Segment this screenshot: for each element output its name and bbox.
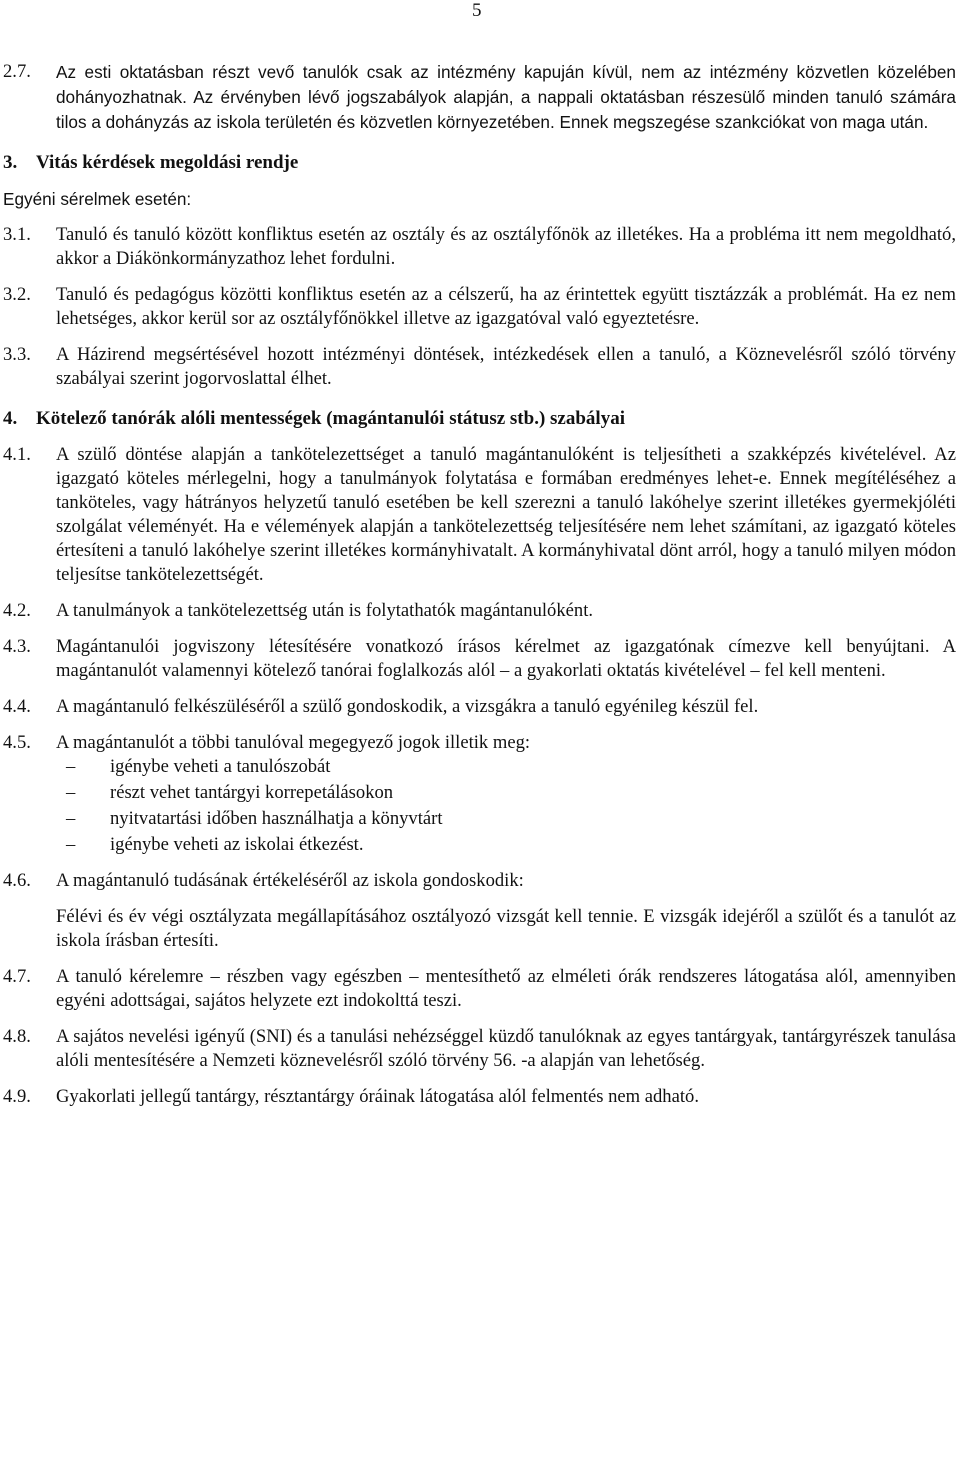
- item-4-6: [0, 869, 960, 893]
- section-2-7: [0, 60, 960, 135]
- section-number: 3.: [3, 152, 18, 173]
- list-item-text: igénybe veheti a tanulószobát: [110, 756, 331, 777]
- paragraph-text-sans: Az esti oktatásban részt vevő tanulók csak az intézmény kapuján kívül, nem az intézmény közvetlen közelében dohányozhatnak.: [56, 62, 956, 107]
- dash-marker: –: [66, 808, 76, 829]
- item-text: A magántanuló tudásának értékeléséről az iskola gondoskodik:: [56, 870, 524, 891]
- item-text: A magántanulót a többi tanulóval megegyező jogok illetik meg:: [56, 732, 531, 753]
- item-text: Tanuló és tanuló között konfliktus esetén az osztály és az osztályfőnök az illetékes. Ha a probléma itt nem megoldható, akkor a Diákönkormányzathoz lehet fordulni.: [56, 224, 956, 269]
- item-4-1: [0, 443, 960, 587]
- item-number: 4.4.: [3, 696, 31, 717]
- item-text: A tanuló kérelemre – részben vagy egészben – mentesíthető az elméleti órák rendszeres látogatása alól, amennyiben egyéni adottságai, sajátos helyzete ezt indokolttá teszi.: [56, 966, 956, 1011]
- document-body: [0, 60, 960, 1121]
- dash-marker: –: [66, 756, 76, 777]
- item-4-8: [0, 1025, 960, 1073]
- item-number: 3.2.: [3, 284, 31, 305]
- item-number: 4.3.: [3, 636, 31, 657]
- item-text: Tanuló és pedagógus közötti konfliktus esetén az a célszerű, ha az érintettek együtt tisztázzák a problémát. Ha ez nem lehetséges, akkor kerül sor az osztályfőnökkel illetve az igazgatóval való egyeztetésre.: [56, 284, 956, 329]
- section-title: Kötelező tanórák alóli mentességek (magántanulói státusz stb.) szabályai: [36, 408, 625, 429]
- list-item: [0, 807, 960, 831]
- section-number: 2.7.: [3, 61, 31, 82]
- item-number: 4.9.: [3, 1086, 31, 1107]
- item-number: 4.8.: [3, 1026, 31, 1047]
- item-text: A szülő döntése alapján a tankötelezettséget a tanuló magántanulóként is teljesítheti a szakképzés kivételével. Az igazgató köteles mérlegelni, hogy a tanulmányok folytatása e formában eredményes lehet-e. Ennek megítéléséhez a tanköteles, vagy hátrányos helyzetű tanuló esetében be kell szerezni a tanuló lakóhelye szerint illetékes gyermekjóléti szolgálat véleményét. Ha e vélemények alapján a tankötelezettség teljesítésére nem lehet számítani, az igazgató köteles értesíteni a tanuló lakóhelye szerint illetékes kormányhivatalt. A kormányhivatal dönt arról, hogy a tanuló milyen módon teljesítse tankötelezettségét.: [56, 444, 956, 585]
- item-text: A Házirend megsértésével hozott intézményi döntések, intézkedések ellen a tanuló, a Köznevelésről szóló törvény szabályai szerint jogorvoslattal élhet.: [56, 344, 956, 389]
- item-number: 4.5.: [3, 732, 31, 753]
- page-number: 5: [472, 0, 482, 21]
- section-heading-3: [0, 151, 960, 175]
- item-text: Gyakorlati jellegű tantárgy, résztantárgy óráinak látogatása alól felmentés nem adható.: [56, 1086, 699, 1107]
- item-4-2: [0, 599, 960, 623]
- item-4-6-followup: Félévi és év végi osztályzata megállapításához osztályozó vizsgát kell tennie. E vizsgák idejéről a szülőt és a tanulót az iskola írásban értesíti.: [56, 906, 956, 951]
- item-number: 4.1.: [3, 444, 31, 465]
- item-4-3: [0, 635, 960, 683]
- paragraph-text-sans: Az érvényben lévő jogszabályok alapján, a nappali oktatásban részesülő minden tanuló számára tilos a dohányzás az iskola területén és közvetlen környezetében. Ennek megszegése szankciókat von maga után.: [56, 87, 956, 132]
- rights-list: [0, 755, 960, 857]
- item-4-9: [0, 1085, 960, 1109]
- list-item: [0, 755, 960, 779]
- list-item-text: nyitvatartási időben használhatja a könyvtárt: [110, 808, 443, 829]
- item-4-7: [0, 965, 960, 1013]
- section-subtitle: Egyéni sérelmek esetén:: [3, 189, 192, 209]
- item-number: 4.6.: [3, 870, 31, 891]
- item-4-4: [0, 695, 960, 719]
- section-title: Vitás kérdések megoldási rendje: [36, 152, 299, 173]
- item-text: A magántanuló felkészüléséről a szülő gondoskodik, a vizsgákra a tanuló egyénileg készül fel.: [56, 696, 759, 717]
- section-heading-4: [0, 407, 960, 431]
- item-number: 4.2.: [3, 600, 31, 621]
- item-text: A sajátos nevelési igényű (SNI) és a tanulási nehézséggel küzdő tanulóknak az egyes tantárgyak, tantárgyrészek tanulása alóli mentesítésére a Nemzeti köznevelésről szóló törvény 56. -a alapján van lehetőség.: [56, 1026, 956, 1071]
- list-item: [0, 781, 960, 805]
- list-item-text: részt vehet tantárgyi korrepetálásokon: [110, 782, 394, 803]
- list-item: [0, 833, 960, 857]
- list-item-text: igénybe veheti az iskolai étkezést.: [110, 834, 364, 855]
- item-3-3: [0, 343, 960, 391]
- section-number: 4.: [3, 408, 18, 429]
- item-4-5: [0, 731, 960, 755]
- item-number: 3.3.: [3, 344, 31, 365]
- item-3-1: [0, 223, 960, 271]
- item-number: 3.1.: [3, 224, 31, 245]
- item-text: Magántanulói jogviszony létesítésére vonatkozó írásos kérelmet az igazgatónak címezve kell benyújtani. A magántanulót valamennyi kötelező tanórai foglalkozás alól – a gyakorlati oktatás kivételével – fel kell menteni.: [56, 636, 956, 681]
- item-text: A tanulmányok a tankötelezettség után is folytathatók magántanulóként.: [56, 600, 594, 621]
- item-3-2: [0, 283, 960, 331]
- item-number: 4.7.: [3, 966, 31, 987]
- dash-marker: –: [66, 782, 76, 803]
- dash-marker: –: [66, 834, 76, 855]
